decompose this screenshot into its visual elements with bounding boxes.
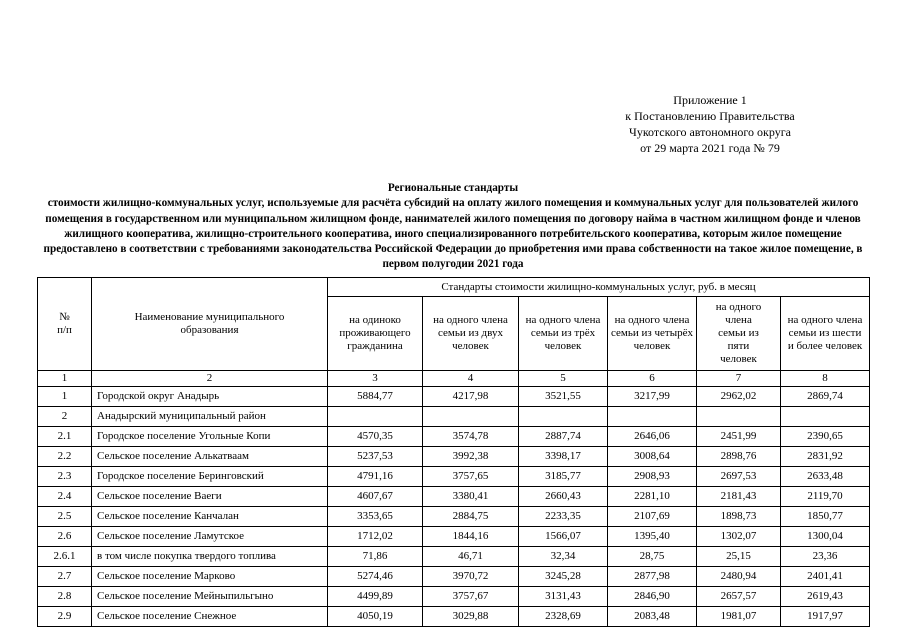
table-row: [38, 547, 870, 567]
row-value: [781, 407, 870, 427]
row-name: Сельское поселение Канчалан: [92, 507, 328, 527]
row-number: 2.8: [38, 587, 92, 607]
header-group: Стандарты стоимости жилищно-коммунальных услуг, руб. в месяц: [328, 278, 870, 297]
row-value: 5274,46: [328, 567, 423, 587]
row-value: 4607,67: [328, 487, 423, 507]
header-num: № п/п: [38, 278, 92, 371]
row-value: 2281,10: [608, 487, 697, 507]
row-number: 2.4: [38, 487, 92, 507]
row-value: 2887,74: [519, 427, 608, 447]
row-value: 3131,43: [519, 587, 608, 607]
row-value: 1917,97: [781, 607, 870, 627]
row-name: в том числе покупка твердого топлива: [92, 547, 328, 567]
row-value: 2328,69: [519, 607, 608, 627]
table-row: [38, 467, 870, 487]
table-row: [38, 407, 870, 427]
column-number: 6: [608, 371, 697, 387]
row-value: 23,36: [781, 547, 870, 567]
row-value: 2181,43: [697, 487, 781, 507]
row-number: 2.6.1: [38, 547, 92, 567]
row-value: 28,75: [608, 547, 697, 567]
title-heading: Региональные стандарты: [387, 182, 519, 194]
row-value: 4570,35: [328, 427, 423, 447]
row-value: 3217,99: [608, 387, 697, 407]
row-value: 2451,99: [697, 427, 781, 447]
row-value: [608, 407, 697, 427]
row-value: 1566,07: [519, 527, 608, 547]
row-value: 3757,65: [423, 467, 519, 487]
row-value: 2390,65: [781, 427, 870, 447]
row-value: 2233,35: [519, 507, 608, 527]
row-name: Анадырский муниципальный район: [92, 407, 328, 427]
row-value: 2619,43: [781, 587, 870, 607]
row-value: 1844,16: [423, 527, 519, 547]
column-number: 5: [519, 371, 608, 387]
table-row: [38, 587, 870, 607]
table-row: [38, 447, 870, 467]
row-number: 2.1: [38, 427, 92, 447]
document-title: [38, 181, 868, 273]
title-description: стоимости жилищно-коммунальных услуг, используемые для расчёта субсидий на оплату жилого помещения и коммунальных услуг для пользователей жилого помещения в государственном или муниципальном жилищном фонде, нанимателей жилого помещения по договору найма в частном жилищном фонде и членов жилищного кооператива, жилищно-строительного кооператива, иного специализированного потребительского кооператива, которым жилое помещение предоставлено в соответствии с требованиями законодательства Российской Федерации до приобретения ими права собственности на такое жилое помещение, в первом полугодии 2021 года: [43, 197, 863, 271]
annex-line: Чукотского автономного округа: [629, 125, 791, 139]
column-number: 2: [92, 371, 328, 387]
row-name: Городское поселение Угольные Копи: [92, 427, 328, 447]
row-value: 2898,76: [697, 447, 781, 467]
row-value: 2633,48: [781, 467, 870, 487]
row-number: 2.5: [38, 507, 92, 527]
row-value: 1300,04: [781, 527, 870, 547]
row-value: 2083,48: [608, 607, 697, 627]
row-value: 2869,74: [781, 387, 870, 407]
table-row: [38, 567, 870, 587]
row-value: 5884,77: [328, 387, 423, 407]
row-value: 4791,16: [328, 467, 423, 487]
row-value: 2657,57: [697, 587, 781, 607]
row-value: [328, 407, 423, 427]
table-row: [38, 527, 870, 547]
row-value: 1395,40: [608, 527, 697, 547]
row-value: 3029,88: [423, 607, 519, 627]
row-value: 3185,77: [519, 467, 608, 487]
row-value: 3245,28: [519, 567, 608, 587]
row-number: 2.3: [38, 467, 92, 487]
row-name: Городской округ Анадырь: [92, 387, 328, 407]
row-value: 3353,65: [328, 507, 423, 527]
column-number: 3: [328, 371, 423, 387]
row-value: 2877,98: [608, 567, 697, 587]
row-value: 3574,78: [423, 427, 519, 447]
row-number: 2.2: [38, 447, 92, 467]
row-value: 2908,93: [608, 467, 697, 487]
row-name: Городское поселение Беринговский: [92, 467, 328, 487]
row-value: 3380,41: [423, 487, 519, 507]
row-value: 1712,02: [328, 527, 423, 547]
annex-line: Приложение 1: [673, 93, 747, 107]
column-number: 4: [423, 371, 519, 387]
row-value: 2831,92: [781, 447, 870, 467]
annex-line: к Постановлению Правительства: [625, 109, 795, 123]
column-number: 8: [781, 371, 870, 387]
row-value: 3970,72: [423, 567, 519, 587]
annex-line: от 29 марта 2021 года № 79: [640, 141, 780, 155]
header-col: на одиноко проживающего гражданина: [328, 297, 423, 371]
column-number: 1: [38, 371, 92, 387]
table-row: [38, 507, 870, 527]
row-number: 2.6: [38, 527, 92, 547]
table-row: [38, 387, 870, 407]
row-value: 32,34: [519, 547, 608, 567]
row-value: 2884,75: [423, 507, 519, 527]
row-name: Сельское поселение Ламутское: [92, 527, 328, 547]
row-value: 46,71: [423, 547, 519, 567]
header-col: на одного члена семьи из трёх человек: [519, 297, 608, 371]
row-value: [697, 407, 781, 427]
table-row: [38, 487, 870, 507]
row-number: 1: [38, 387, 92, 407]
row-value: 3008,64: [608, 447, 697, 467]
row-number: 2.7: [38, 567, 92, 587]
row-name: Сельское поселение Снежное: [92, 607, 328, 627]
row-value: 2119,70: [781, 487, 870, 507]
row-value: 2846,90: [608, 587, 697, 607]
header-col: на одного члена семьи из шести и более человек: [781, 297, 870, 371]
row-value: 2401,41: [781, 567, 870, 587]
row-value: 3398,17: [519, 447, 608, 467]
row-value: 1850,77: [781, 507, 870, 527]
row-value: 2697,53: [697, 467, 781, 487]
table-row: [38, 607, 870, 627]
row-value: 3521,55: [519, 387, 608, 407]
row-value: 2962,02: [697, 387, 781, 407]
row-value: 3992,38: [423, 447, 519, 467]
column-number: 7: [697, 371, 781, 387]
standards-table: [37, 277, 870, 627]
row-value: 4050,19: [328, 607, 423, 627]
table-row: [38, 427, 870, 447]
row-value: 4217,98: [423, 387, 519, 407]
row-number: 2: [38, 407, 92, 427]
row-value: 5237,53: [328, 447, 423, 467]
row-name: Сельское поселение Ваеги: [92, 487, 328, 507]
row-value: 2646,06: [608, 427, 697, 447]
row-value: 3757,67: [423, 587, 519, 607]
row-value: 2660,43: [519, 487, 608, 507]
header-name: Наименование муниципального образования: [92, 278, 328, 371]
row-name: Сельское поселение Алькатваам: [92, 447, 328, 467]
row-value: 71,86: [328, 547, 423, 567]
header-col: на одного члена семьи из пяти человек: [697, 297, 781, 371]
row-value: 4499,89: [328, 587, 423, 607]
row-name: Сельское поселение Мейныпильгыно: [92, 587, 328, 607]
row-number: 2.9: [38, 607, 92, 627]
header-col: на одного члена семьи из двух человек: [423, 297, 519, 371]
row-value: [519, 407, 608, 427]
row-value: 1898,73: [697, 507, 781, 527]
row-value: 2107,69: [608, 507, 697, 527]
annex-block: [560, 92, 860, 156]
row-name: Сельское поселение Марково: [92, 567, 328, 587]
header-col: на одного члена семьи из четырёх человек: [608, 297, 697, 371]
row-value: [423, 407, 519, 427]
row-value: 1302,07: [697, 527, 781, 547]
row-value: 25,15: [697, 547, 781, 567]
row-value: 1981,07: [697, 607, 781, 627]
row-value: 2480,94: [697, 567, 781, 587]
